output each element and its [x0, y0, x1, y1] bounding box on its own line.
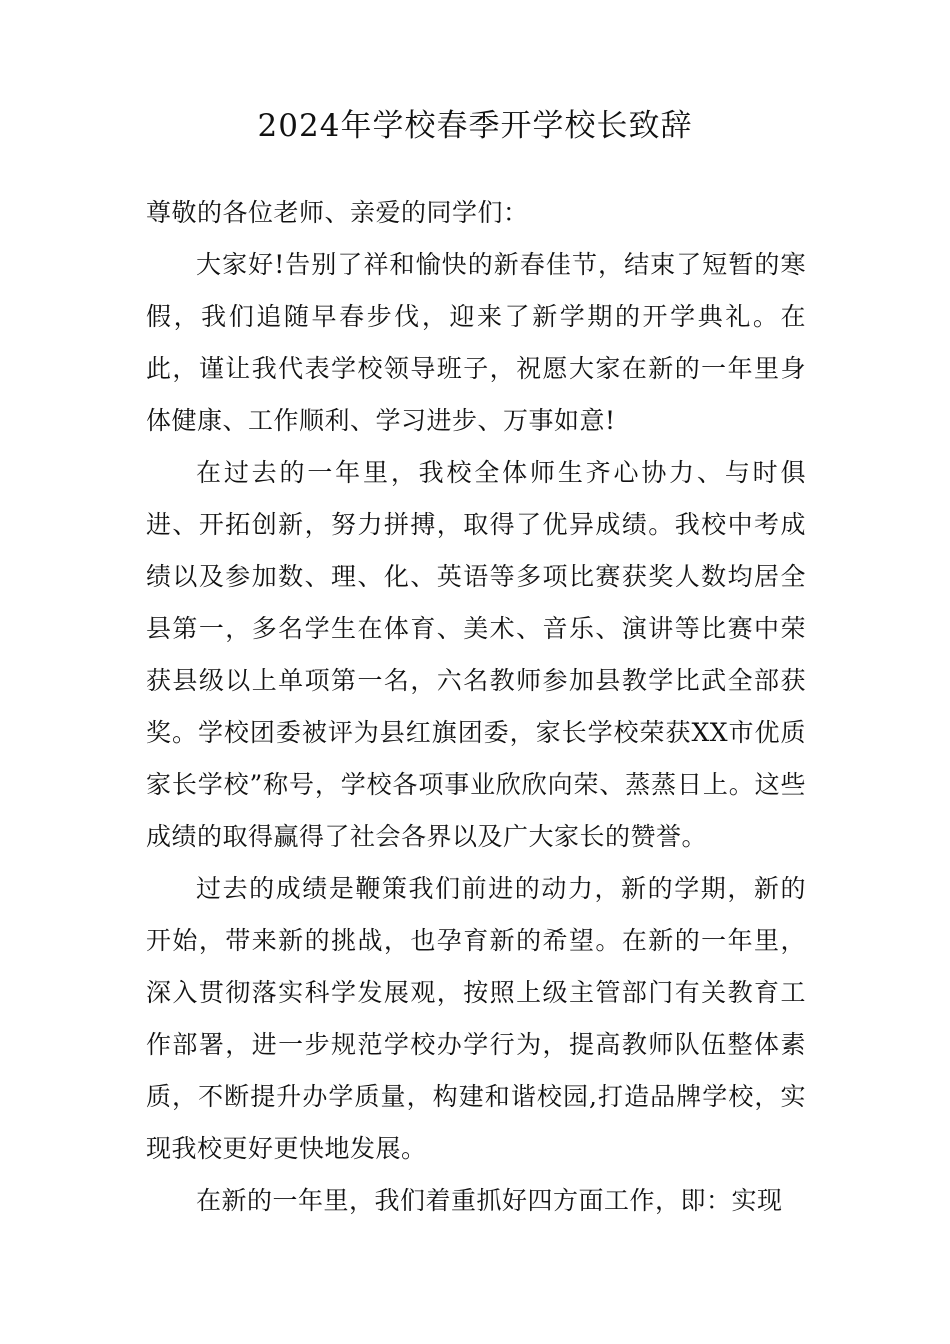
paragraph-new-semester: 过去的成绩是鞭策我们前进的动力，新的学期，新的开始，带来新的挑战，也孕育新的希望。在新的一年里，深入贯彻落实科学发展观，按照上级主管部门有关教育工作部署，进一步规范学校办学行为，提高教师队伍整体素质，不断提升办学质量，构建和谐校园,打造品牌学校，实现我校更好更快地发展。 [146, 874, 806, 1163]
salutation: 尊敬的各位老师、亲爱的同学们： [146, 198, 529, 227]
paragraph-achievements: 在过去的一年里，我校全体师生齐心协力、与时俱进、开拓创新，努力拼搏，取得了优异成绩。我校中考成绩以及参加数、理、化、英语等多项比赛获奖人数均居全县第一，多名学生在体育、美术、音乐、演讲等比赛中荣获县级以上单项第一名，六名教师参加县教学比武全部获奖。学校团委被评为县红旗团委，家长学校荣获XX市优质家长学校”称号，学校各项事业欣欣向荣、蒸蒸日上。这些成绩的取得赢得了社会各界以及广大家长的赞誉。 [146, 458, 806, 851]
document-title: 2024年学校春季开学校长致辞 [257, 108, 693, 144]
document-body [146, 187, 806, 1227]
paragraph-greeting: 大家好!告别了祥和愉快的新春佳节，结束了短暂的寒假，我们追随早春步伐，迎来了新学期的开学典礼。在此，谨让我代表学校领导班子，祝愿大家在新的一年里身体健康、工作顺利、学习进步、万事如意! [146, 250, 806, 435]
paragraph-four-tasks: 在新的一年里，我们着重抓好四方面工作，即：实现 [196, 1186, 783, 1215]
